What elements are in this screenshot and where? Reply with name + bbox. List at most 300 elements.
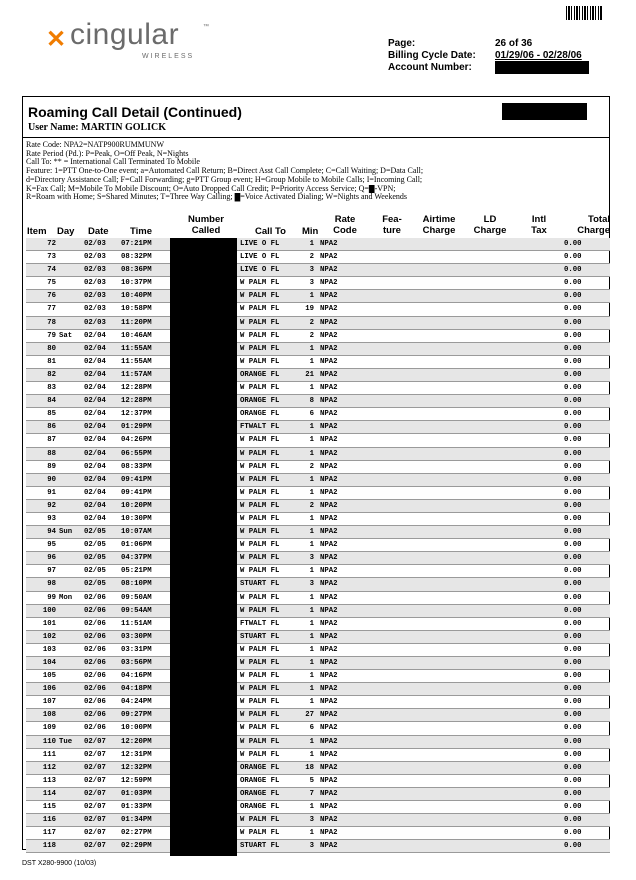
legend-line: Rate Period (Pd.): P=Peak, O=Off Peak, N=Nights — [26, 149, 189, 158]
cell-total: 0.00 — [564, 659, 582, 667]
cell-min: 1 — [309, 423, 314, 432]
cell-time: 07:21PM — [121, 240, 152, 248]
cell-to: STUART FL — [240, 580, 280, 589]
cell-total: 0.00 — [564, 279, 582, 288]
cell-to: W PALM FL — [240, 737, 280, 746]
cell-total: 0.00 — [564, 842, 582, 851]
cell-code: NPA2 — [320, 488, 338, 497]
cell-code: NPA2 — [320, 737, 338, 746]
header-divider — [23, 137, 609, 138]
cell-date: 02/04 — [84, 370, 106, 379]
table-row — [26, 592, 610, 605]
table-row — [26, 303, 610, 316]
cell-code: NPA2 — [320, 357, 338, 366]
cell-item: 102 — [42, 632, 56, 641]
cell-min: 3 — [309, 842, 314, 851]
cell-item: 114 — [42, 789, 56, 798]
section-title: Roaming Call Detail (Continued) — [28, 104, 242, 120]
cell-code: NPA2 — [320, 240, 338, 248]
cell-total: 0.00 — [564, 816, 582, 825]
table-row — [26, 539, 610, 552]
table-row — [26, 251, 610, 264]
cell-to: W PALM FL — [240, 436, 280, 445]
cell-to: W PALM FL — [240, 685, 280, 694]
cell-time: 02:29PM — [121, 842, 152, 851]
cell-code: NPA2 — [320, 632, 338, 641]
cell-time: 11:55AM — [121, 344, 152, 353]
cell-date: 02/03 — [84, 240, 106, 248]
cell-total: 0.00 — [564, 685, 582, 694]
table-row — [26, 474, 610, 487]
col-feature: Fea- — [382, 214, 402, 225]
cell-total: 0.00 — [564, 829, 582, 838]
billing-cycle-value: 01/29/06 - 02/28/06 — [495, 50, 582, 61]
cell-min: 1 — [309, 344, 314, 353]
cell-total: 0.00 — [564, 737, 582, 746]
cell-item: 106 — [42, 685, 56, 694]
cell-item: 94 — [47, 528, 56, 537]
page-label: Page: — [388, 38, 416, 49]
col-feature-2: ture — [383, 225, 401, 236]
table-row — [26, 395, 610, 408]
cell-to: LIVE O FL — [240, 266, 280, 275]
cell-item: 112 — [42, 763, 56, 772]
cell-item: 81 — [47, 357, 56, 366]
cell-day: Sat — [59, 331, 73, 340]
cell-item: 75 — [47, 279, 56, 288]
cell-to: W PALM FL — [240, 816, 280, 825]
col-number-2: Called — [191, 225, 221, 236]
cell-date: 02/03 — [84, 292, 106, 301]
cell-item: 110 — [42, 737, 56, 746]
cell-date: 02/07 — [84, 789, 106, 798]
cell-time: 01:29PM — [121, 423, 152, 432]
cell-day: Tue — [59, 737, 73, 746]
cell-to: W PALM FL — [240, 357, 280, 366]
cell-min: 1 — [309, 488, 314, 497]
cell-date: 02/07 — [84, 737, 106, 746]
cell-min: 3 — [309, 554, 314, 563]
cell-to: FTWALT FL — [240, 423, 280, 432]
cell-date: 02/07 — [84, 816, 106, 825]
cell-item: 118 — [42, 842, 56, 851]
cell-to: W PALM FL — [240, 541, 280, 550]
table-row — [26, 618, 610, 631]
billing-cycle-label: Billing Cycle Date: — [388, 50, 476, 61]
logo-wordmark: cingular — [70, 18, 180, 51]
table-row — [26, 317, 610, 330]
cell-to: ORANGE FL — [240, 763, 280, 772]
cell-item: 93 — [47, 514, 56, 523]
cell-total: 0.00 — [564, 475, 582, 484]
cell-total: 0.00 — [564, 384, 582, 393]
table-row — [26, 709, 610, 722]
cell-total: 0.00 — [564, 698, 582, 707]
col-time: Time — [130, 226, 153, 237]
table-row — [26, 644, 610, 657]
cell-date: 02/05 — [84, 554, 106, 563]
cell-date: 02/04 — [84, 423, 106, 432]
cell-total: 0.00 — [564, 331, 582, 340]
table-row — [26, 683, 610, 696]
cell-time: 01:06PM — [121, 541, 152, 550]
account-number-label: Account Number: — [388, 62, 472, 73]
cell-to: W PALM FL — [240, 672, 280, 681]
cell-date: 02/03 — [84, 279, 106, 288]
cell-date: 02/04 — [84, 501, 106, 510]
cell-time: 08:33PM — [121, 462, 152, 471]
cell-min: 3 — [309, 279, 314, 288]
cell-code: NPA2 — [320, 672, 338, 681]
cell-min: 5 — [309, 776, 314, 785]
col-rate-2: Code — [333, 225, 357, 236]
cell-to: W PALM FL — [240, 567, 280, 576]
cell-date: 02/06 — [84, 672, 106, 681]
cell-min: 2 — [309, 331, 314, 340]
cell-code: NPA2 — [320, 829, 338, 838]
table-row — [26, 578, 610, 591]
cell-to: W PALM FL — [240, 659, 280, 667]
table-row — [26, 657, 610, 670]
cell-time: 12:37PM — [121, 410, 152, 419]
col-number: Number — [188, 214, 224, 225]
table-row — [26, 369, 610, 382]
cell-code: NPA2 — [320, 842, 338, 851]
cell-date: 02/03 — [84, 305, 106, 314]
cell-item: 82 — [47, 370, 56, 379]
cell-min: 1 — [309, 659, 314, 667]
cell-total: 0.00 — [564, 449, 582, 458]
legend-line: Feature: 1=PTT One-to-One event; a=Automated Call Return; B=Direct Asst Call Complete; C=Call Waiting; D=Data Call; — [26, 167, 424, 176]
cell-code: NPA2 — [320, 501, 338, 510]
cell-day: Sun — [59, 528, 73, 537]
cell-min: 3 — [309, 266, 314, 275]
cell-code: NPA2 — [320, 763, 338, 772]
cell-min: 1 — [309, 803, 314, 812]
col-date: Date — [88, 226, 109, 237]
cell-total: 0.00 — [564, 305, 582, 314]
table-row — [26, 605, 610, 618]
cell-item: 98 — [47, 580, 56, 589]
table-row — [26, 827, 610, 840]
cell-date: 02/07 — [84, 776, 106, 785]
cell-item: 72 — [47, 240, 56, 248]
cell-item: 115 — [42, 803, 56, 812]
cell-item: 107 — [42, 698, 56, 707]
col-intl: Intl — [531, 214, 547, 225]
cell-item: 74 — [47, 266, 56, 275]
cell-min: 1 — [309, 567, 314, 576]
cell-code: NPA2 — [320, 541, 338, 550]
cell-to: W PALM FL — [240, 514, 280, 523]
cell-item: 90 — [47, 475, 56, 484]
col-airtime: Airtime — [422, 214, 456, 225]
cell-time: 01:03PM — [121, 789, 152, 798]
cell-to: W PALM FL — [240, 344, 280, 353]
cell-item: 84 — [47, 397, 56, 406]
cell-time: 03:31PM — [121, 645, 152, 654]
cell-date: 02/04 — [84, 397, 106, 406]
cell-time: 09:27PM — [121, 711, 152, 720]
cell-date: 02/03 — [84, 266, 106, 275]
cell-total: 0.00 — [564, 370, 582, 379]
legend-line: Rate Code: NPA2=NATP900RUMMUNW — [26, 141, 164, 149]
cell-total: 0.00 — [564, 357, 582, 366]
cell-total: 0.00 — [564, 789, 582, 798]
table-row — [26, 421, 610, 434]
cell-min: 1 — [309, 685, 314, 694]
cell-to: W PALM FL — [240, 462, 280, 471]
cell-total: 0.00 — [564, 344, 582, 353]
table-row — [26, 814, 610, 827]
cell-total: 0.00 — [564, 554, 582, 563]
cell-total: 0.00 — [564, 436, 582, 445]
cell-code: NPA2 — [320, 331, 338, 340]
cell-date: 02/06 — [84, 659, 106, 667]
table-row — [26, 264, 610, 277]
cell-item: 89 — [47, 462, 56, 471]
cell-total: 0.00 — [564, 724, 582, 733]
table-row — [26, 801, 610, 814]
cell-min: 1 — [309, 514, 314, 523]
cell-code: NPA2 — [320, 528, 338, 537]
table-row — [26, 461, 610, 474]
cell-min: 1 — [309, 541, 314, 550]
cell-min: 8 — [309, 397, 314, 406]
cell-item: 100 — [42, 606, 56, 615]
cell-time: 08:10PM — [121, 580, 152, 589]
cell-min: 1 — [309, 528, 314, 537]
table-row — [26, 762, 610, 775]
cell-date: 02/06 — [84, 593, 106, 602]
cell-item: 108 — [42, 711, 56, 720]
legend-line: R=Roam with Home; S=Shared Minutes; T=Three Way Calling; █=Voice Activated Dialing; W=Nights and Weekends — [26, 193, 408, 202]
cell-to: W PALM FL — [240, 305, 280, 314]
table-row — [26, 434, 610, 447]
cell-code: NPA2 — [320, 344, 338, 353]
table-row — [26, 500, 610, 513]
cell-to: W PALM FL — [240, 384, 280, 393]
cell-time: 01:33PM — [121, 803, 152, 812]
cell-to: W PALM FL — [240, 292, 280, 301]
legend-line: d=Directory Assistance Call; F=Call Forwarding; g=PTT Group event; H=Group Mobile to Mobile Calls; I=Incoming Call; — [26, 175, 423, 184]
cell-date: 02/04 — [84, 449, 106, 458]
cell-item: 83 — [47, 384, 56, 393]
cell-to: ORANGE FL — [240, 397, 280, 406]
cell-total: 0.00 — [564, 619, 582, 628]
cell-to: W PALM FL — [240, 645, 280, 654]
cell-to: W PALM FL — [240, 501, 280, 510]
cell-date: 02/05 — [84, 580, 106, 589]
cell-date: 02/04 — [84, 331, 106, 340]
cell-to: W PALM FL — [240, 279, 280, 288]
page-value: 26 of 36 — [495, 38, 533, 49]
cell-item: 92 — [47, 501, 56, 510]
cell-time: 02:27PM — [121, 829, 152, 838]
cell-min: 6 — [309, 410, 314, 419]
cell-min: 1 — [309, 593, 314, 602]
cell-to: STUART FL — [240, 632, 280, 641]
cell-code: NPA2 — [320, 789, 338, 798]
cell-date: 02/04 — [84, 462, 106, 471]
cell-total: 0.00 — [564, 645, 582, 654]
cell-item: 77 — [47, 305, 56, 314]
cell-min: 1 — [309, 606, 314, 615]
table-row — [26, 290, 610, 303]
table-row — [26, 696, 610, 709]
cell-min: 7 — [309, 789, 314, 798]
table-row — [26, 330, 610, 343]
cell-code: NPA2 — [320, 750, 338, 759]
cell-total: 0.00 — [564, 711, 582, 720]
cell-code: NPA2 — [320, 449, 338, 458]
cell-to: W PALM FL — [240, 318, 280, 327]
legend-line: Call To: ** = International Call Terminated To Mobile — [26, 158, 200, 167]
table-row — [26, 513, 610, 526]
cell-to: W PALM FL — [240, 698, 280, 707]
cell-time: 12:28PM — [121, 397, 152, 406]
col-day: Day — [57, 226, 75, 237]
cell-min: 1 — [309, 475, 314, 484]
cell-date: 02/07 — [84, 842, 106, 851]
cell-code: NPA2 — [320, 514, 338, 523]
cell-to: W PALM FL — [240, 331, 280, 340]
col-airtime-2: Charge — [422, 225, 456, 236]
table-row — [26, 565, 610, 578]
cell-code: NPA2 — [320, 659, 338, 667]
number-called-redaction — [170, 238, 237, 856]
table-row — [26, 408, 610, 421]
table-header — [22, 213, 610, 237]
col-total: Total — [588, 214, 610, 225]
cell-min: 3 — [309, 816, 314, 825]
cell-time: 08:36PM — [121, 266, 152, 275]
cell-time: 12:28PM — [121, 384, 152, 393]
cell-min: 21 — [305, 370, 314, 379]
cell-code: NPA2 — [320, 698, 338, 707]
logo-trademark: ™ — [203, 24, 209, 30]
cell-item: 73 — [47, 253, 56, 262]
cell-code: NPA2 — [320, 619, 338, 628]
table-row — [26, 736, 610, 749]
cell-to: FTWALT FL — [240, 619, 280, 628]
cell-total: 0.00 — [564, 292, 582, 301]
cell-total: 0.00 — [564, 776, 582, 785]
cell-total: 0.00 — [564, 567, 582, 576]
cell-time: 10:46AM — [121, 331, 152, 340]
cell-item: 101 — [42, 619, 56, 628]
cell-item: 111 — [42, 750, 56, 759]
header-redaction — [502, 103, 587, 120]
col-total-2: Charge — [577, 225, 610, 236]
cell-date: 02/06 — [84, 724, 106, 733]
cell-time: 09:50AM — [121, 593, 152, 602]
cell-to: LIVE O FL — [240, 240, 280, 248]
cell-total: 0.00 — [564, 318, 582, 327]
cell-time: 10:58PM — [121, 305, 152, 314]
cell-time: 11:57AM — [121, 370, 152, 379]
cell-total: 0.00 — [564, 528, 582, 537]
cell-to: W PALM FL — [240, 554, 280, 563]
col-call-to: Call To — [255, 226, 286, 237]
cell-code: NPA2 — [320, 370, 338, 379]
cell-code: NPA2 — [320, 279, 338, 288]
cell-min: 1 — [309, 645, 314, 654]
cell-date: 02/07 — [84, 763, 106, 772]
cell-time: 10:40PM — [121, 292, 152, 301]
cell-code: NPA2 — [320, 776, 338, 785]
cell-date: 02/05 — [84, 541, 106, 550]
cell-total: 0.00 — [564, 672, 582, 681]
cell-date: 02/03 — [84, 318, 106, 327]
call-detail-table — [26, 238, 610, 853]
cell-item: 86 — [47, 423, 56, 432]
cell-code: NPA2 — [320, 580, 338, 589]
cell-time: 09:54AM — [121, 606, 152, 615]
account-number-redaction — [495, 61, 589, 74]
cell-item: 87 — [47, 436, 56, 445]
cell-total: 0.00 — [564, 462, 582, 471]
cell-total: 0.00 — [564, 593, 582, 602]
cell-time: 10:00PM — [121, 724, 152, 733]
cell-code: NPA2 — [320, 397, 338, 406]
cell-to: W PALM FL — [240, 593, 280, 602]
cell-time: 12:20PM — [121, 737, 152, 746]
cell-total: 0.00 — [564, 514, 582, 523]
cell-total: 0.00 — [564, 803, 582, 812]
logo-subtitle: WIRELESS — [142, 53, 195, 60]
cell-to: ORANGE FL — [240, 789, 280, 798]
table-row — [26, 788, 610, 801]
cell-time: 06:55PM — [121, 449, 152, 458]
cell-date: 02/07 — [84, 829, 106, 838]
cell-day: Mon — [59, 593, 73, 602]
cell-min: 6 — [309, 724, 314, 733]
cell-total: 0.00 — [564, 541, 582, 550]
table-row — [26, 631, 610, 644]
cell-item: 103 — [42, 645, 56, 654]
cell-item: 95 — [47, 541, 56, 550]
cell-time: 10:07AM — [121, 528, 152, 537]
table-row — [26, 277, 610, 290]
cell-code: NPA2 — [320, 266, 338, 275]
cell-date: 02/05 — [84, 528, 106, 537]
cell-code: NPA2 — [320, 606, 338, 615]
col-item: Item — [27, 226, 47, 237]
cell-code: NPA2 — [320, 803, 338, 812]
cell-date: 02/04 — [84, 488, 106, 497]
cell-date: 02/06 — [84, 711, 106, 720]
cell-time: 10:30PM — [121, 514, 152, 523]
table-row — [26, 448, 610, 461]
cell-code: NPA2 — [320, 816, 338, 825]
cell-time: 05:21PM — [121, 567, 152, 576]
cell-min: 1 — [309, 292, 314, 301]
cell-min: 2 — [309, 253, 314, 262]
cell-date: 02/06 — [84, 685, 106, 694]
cell-item: 85 — [47, 410, 56, 419]
cell-total: 0.00 — [564, 606, 582, 615]
cell-total: 0.00 — [564, 580, 582, 589]
cell-to: STUART FL — [240, 842, 280, 851]
cell-min: 1 — [309, 672, 314, 681]
table-row — [26, 552, 610, 565]
cell-date: 02/04 — [84, 384, 106, 393]
cell-date: 02/06 — [84, 619, 106, 628]
cell-code: NPA2 — [320, 475, 338, 484]
legend-line: K=Fax Call; M=Mobile To Mobile Discount; O=Auto Dropped Call Credit; P=Priority Access Service; Q=█-VPN; — [26, 184, 396, 193]
cell-code: NPA2 — [320, 645, 338, 654]
